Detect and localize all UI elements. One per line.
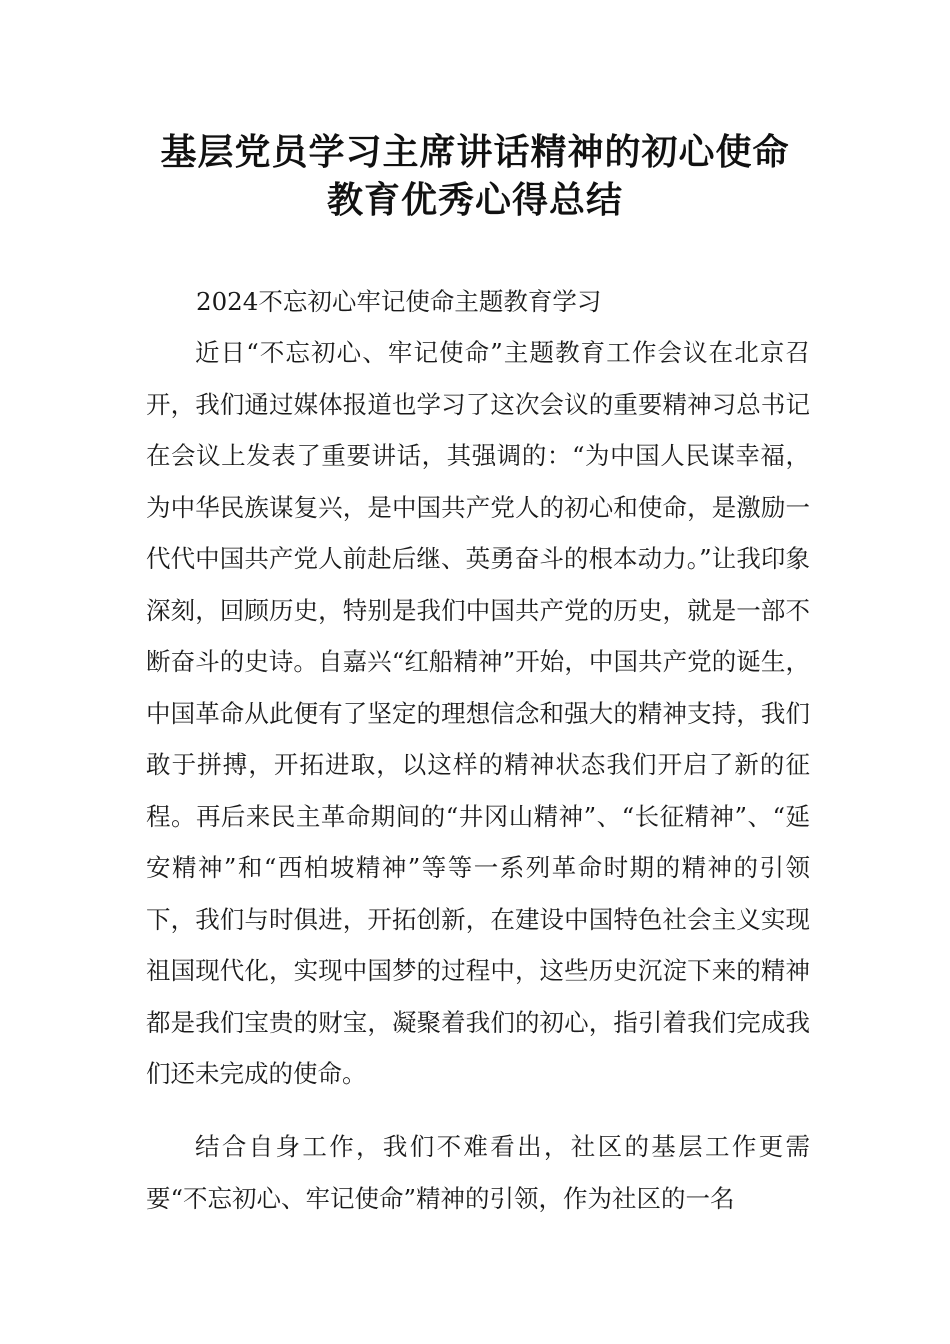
document-subtitle: 2024不忘初心牢记使命主题教育学习 — [196, 287, 602, 316]
body-paragraph-2: 结合自身工作，我们不难看出，社区的基层工作更需要“不忘初心、牢记使命”精神的引领，作为社区的一名 — [146, 1132, 810, 1213]
document-title-line-1: 基层党员学习主席讲话精神的初心使命 — [160, 132, 790, 173]
body-paragraph-1: 近日“不忘初心、牢记使命”主题教育工作会议在北京召开，我们通过媒体报道也学习了这次会议的重要精神习总书记在会议上发表了重要讲话，其强调的：“为中国人民谋幸福，为中华民族谋复兴，是中国共产党人的初心和使命，是激励一代代中国共产党人前赴后继、英勇奋斗的根本动力。”让我印象深刻，回顾历史，特别是我们中国共产党的历史，就是一部不断奋斗的史诗。自嘉兴“红船精神”开始，中国共产党的诞生，中国革命从此便有了坚定的理想信念和强大的精神支持，我们敢于拼搏，开拓进取，以这样的精神状态我们开启了新的征程。再后来民主革命期间的“井冈山精神”、“长征精神”、“延安精神”和“西柏坡精神”等等一系列革命时期的精神的引领下，我们与时俱进，开拓创新，在建设中国特色社会主义实现祖国现代化，实现中国梦的过程中，这些历史沉淀下来的精神都是我们宝贵的财宝，凝聚着我们的初心，指引着我们完成我们还未完成的使命。 — [146, 338, 810, 1088]
document-title-line-2: 教育优秀心得总结 — [326, 180, 623, 221]
